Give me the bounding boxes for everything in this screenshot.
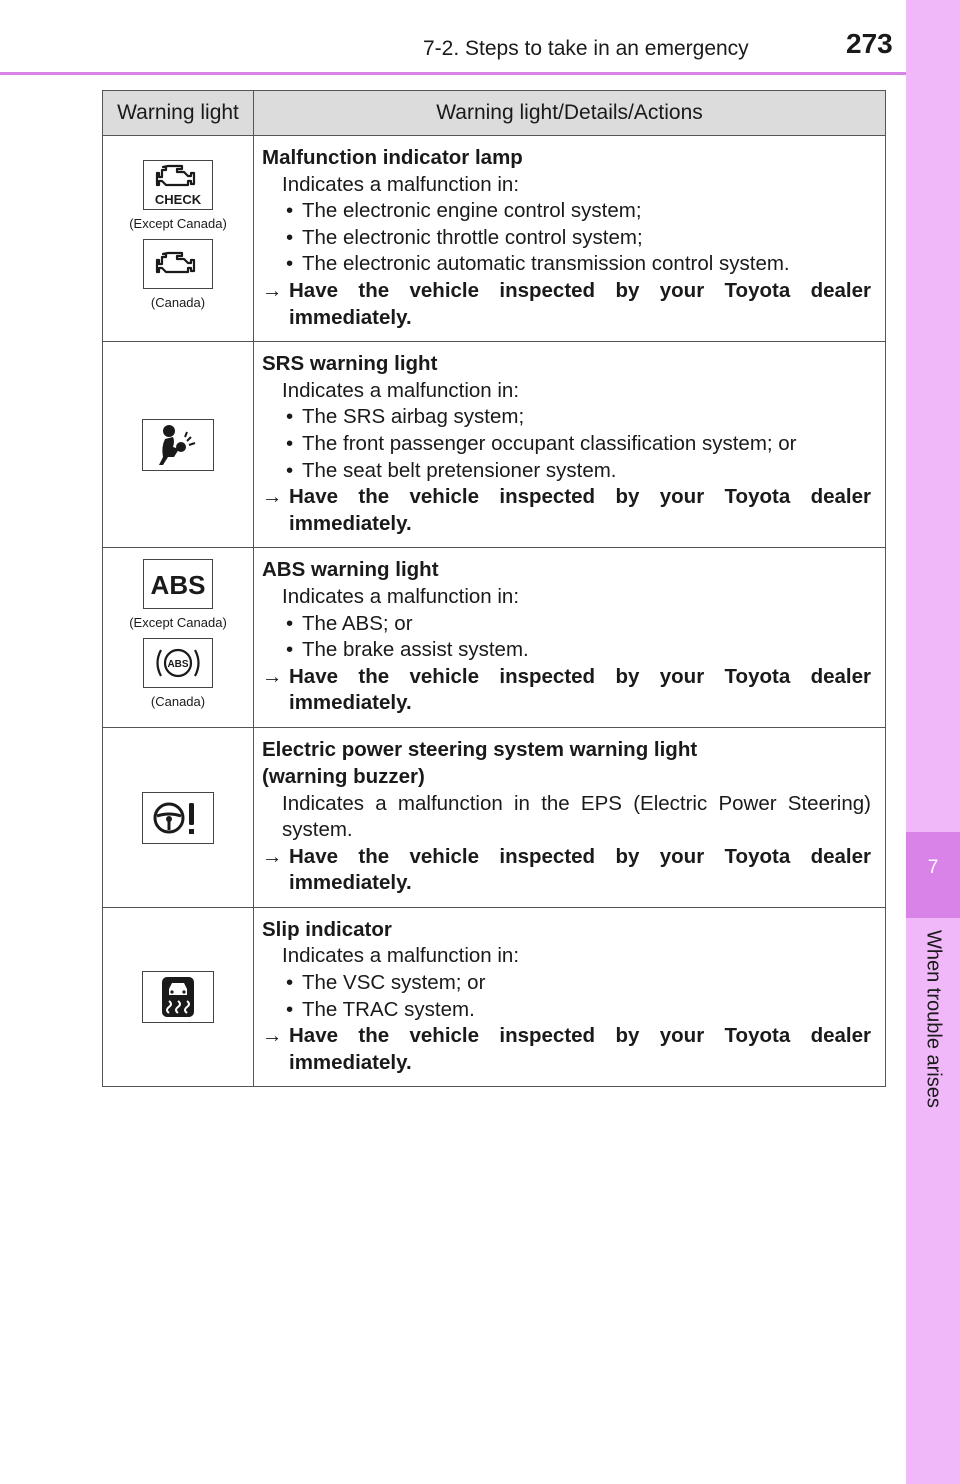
abs-small-label: ABS bbox=[167, 658, 189, 670]
warning-title-line: Electric power steering system warning light bbox=[262, 738, 698, 762]
icon-cell bbox=[103, 907, 254, 1087]
bullet-item: • The ABS; or bbox=[262, 611, 871, 638]
detail-cell bbox=[254, 728, 886, 908]
icon-cell bbox=[103, 728, 254, 908]
detail-cell bbox=[254, 136, 886, 342]
section-title: 7-2. Steps to take in an emergency bbox=[423, 37, 749, 60]
arrow-icon: → bbox=[262, 485, 283, 509]
chapter-title: When trouble arises bbox=[922, 930, 945, 1108]
action-line bbox=[262, 278, 871, 331]
bullet-item: • The VSC system; or bbox=[262, 970, 871, 997]
abs-circle-icon bbox=[143, 638, 213, 688]
chapter-title-wrap bbox=[906, 930, 960, 1130]
slip-indicator-icon bbox=[142, 971, 214, 1023]
warning-title: SRS warning light bbox=[262, 352, 438, 376]
engine-icon bbox=[143, 239, 213, 289]
warning-title: ABS warning light bbox=[262, 558, 439, 582]
bullet-item: • The electronic engine control system; bbox=[262, 198, 871, 225]
check-engine-icon bbox=[143, 160, 213, 210]
icon-caption: (Except Canada) bbox=[129, 614, 227, 630]
bullet-item: • The electronic automatic transmission control system. bbox=[262, 251, 871, 278]
icon-cell bbox=[103, 342, 254, 548]
bullet-item: • The TRAC system. bbox=[262, 997, 871, 1024]
table-row bbox=[103, 342, 886, 548]
warning-title-line: (warning buzzer) bbox=[262, 764, 425, 788]
warning-paragraph: Indicates a malfunction in the EPS (Electric Power Steering) system. bbox=[282, 791, 871, 842]
table-row bbox=[103, 136, 886, 342]
action-text: Have the vehicle inspected by your Toyota dealer immediately. bbox=[289, 485, 871, 535]
bullet-item: • The electronic throttle control system; bbox=[262, 225, 871, 252]
action-text: Have the vehicle inspected by your Toyota dealer immediately. bbox=[289, 844, 871, 895]
arrow-icon: → bbox=[262, 664, 283, 688]
table-row bbox=[103, 548, 886, 728]
warning-intro: Indicates a malfunction in: bbox=[282, 172, 520, 196]
srs-airbag-icon bbox=[142, 419, 214, 471]
detail-cell bbox=[254, 548, 886, 728]
side-strip bbox=[906, 0, 960, 1484]
page-number: 273 bbox=[846, 28, 893, 59]
warning-light-table bbox=[102, 90, 886, 1087]
action-line bbox=[262, 1023, 871, 1076]
column-header-details: Warning light/Details/Actions bbox=[254, 91, 886, 136]
header-rule bbox=[0, 72, 906, 75]
check-label: CHECK bbox=[154, 191, 202, 207]
warning-intro: Indicates a malfunction in: bbox=[282, 378, 520, 402]
warning-intro: Indicates a malfunction in: bbox=[282, 584, 520, 608]
abs-label: ABS bbox=[150, 569, 206, 600]
icon-cell bbox=[103, 136, 254, 342]
detail-cell bbox=[254, 342, 886, 548]
warning-intro: Indicates a malfunction in: bbox=[282, 944, 520, 968]
abs-text-icon bbox=[143, 559, 213, 609]
icon-cell bbox=[103, 548, 254, 728]
bullet-item: • The SRS airbag system; bbox=[262, 404, 871, 431]
action-text: Have the vehicle inspected by your Toyota dealer immediately. bbox=[289, 664, 871, 715]
table-row bbox=[103, 907, 886, 1087]
steering-wheel-warning-icon bbox=[142, 792, 214, 844]
icon-caption: (Canada) bbox=[150, 294, 206, 310]
chapter-number: 7 bbox=[927, 857, 939, 878]
table-row bbox=[103, 728, 886, 908]
arrow-icon: → bbox=[262, 844, 283, 868]
column-header-warning-light: Warning light bbox=[103, 91, 254, 136]
detail-cell bbox=[254, 907, 886, 1087]
bullet-item: • The brake assist system. bbox=[262, 637, 871, 664]
warning-title: Malfunction indicator lamp bbox=[262, 146, 523, 169]
bullet-item: • The front passenger occupant classification system; or bbox=[262, 431, 871, 458]
icon-caption: (Except Canada) bbox=[129, 215, 227, 231]
action-line bbox=[262, 484, 871, 537]
arrow-icon: → bbox=[262, 1024, 283, 1048]
action-line bbox=[262, 844, 871, 897]
action-text: Have the vehicle inspected by your Toyota dealer immediately. bbox=[289, 1024, 871, 1074]
bullet-item: • The seat belt pretensioner system. bbox=[262, 458, 871, 485]
table-header-row bbox=[103, 91, 886, 136]
warning-title: Slip indicator bbox=[262, 917, 392, 941]
action-text: Have the vehicle inspected by your Toyota dealer immediately. bbox=[289, 278, 871, 329]
action-line bbox=[262, 664, 871, 717]
arrow-icon: → bbox=[262, 278, 283, 302]
icon-caption: (Canada) bbox=[150, 693, 206, 709]
